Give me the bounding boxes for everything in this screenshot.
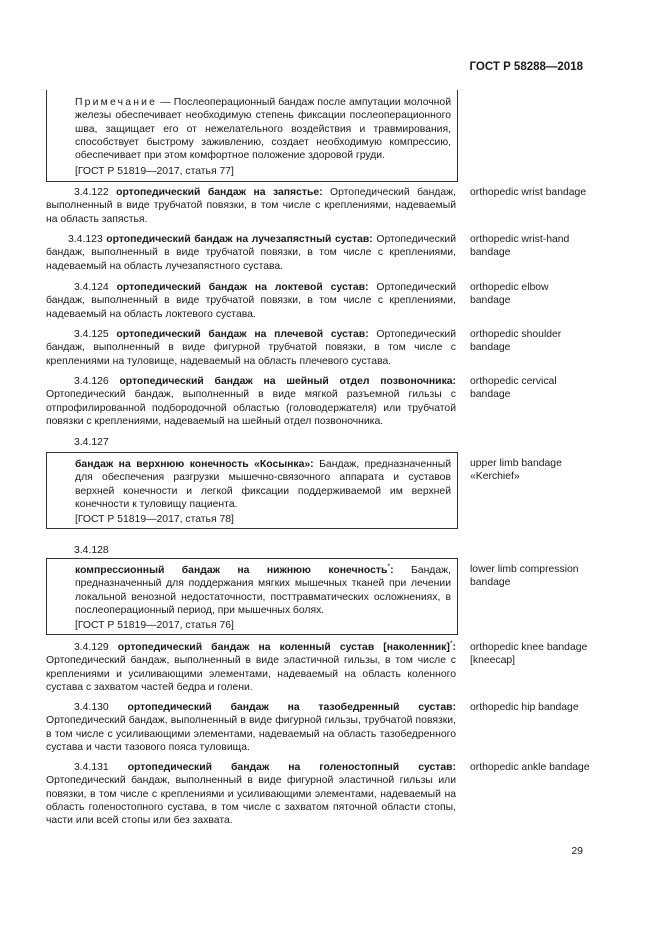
entry-definition: Бандаж, предназначенный для поддержания мягких мышечных тканей при лечении локальной венозной недостаточности, посттравматических осложнениях, в послеоперационный период, при мышечных болях. bbox=[75, 565, 451, 616]
entry-number-3-4-127: 3.4.127 bbox=[74, 437, 109, 448]
entry-en-3-4-125: orthopedic shoulder bandage bbox=[470, 329, 562, 354]
entry-en-3-4-127: upper limb bandage «Kerchief» bbox=[470, 458, 562, 483]
entry-3-4-130 bbox=[46, 701, 456, 754]
entry-term: бандаж на верхнюю конечность «Косынка»: bbox=[75, 459, 314, 470]
entry-term: ортопедический бандаж на голеностопный сустав: bbox=[127, 762, 456, 773]
entry-number: 3.4.124 bbox=[74, 282, 109, 293]
entry-number: 3.4.129 bbox=[74, 642, 109, 653]
entry-number: 3.4.123 bbox=[68, 234, 103, 245]
asterisk-mark: * bbox=[449, 640, 453, 648]
entry-number: 3.4.131 bbox=[74, 762, 109, 773]
entry-number: 3.4.122 bbox=[74, 187, 109, 198]
entry-en-3-4-128: lower limb compression bandage bbox=[470, 564, 579, 589]
entry-3-4-122 bbox=[46, 186, 456, 226]
entry-source: [ГОСТ Р 51819—2017, статья 78] bbox=[75, 514, 234, 526]
entry-term: ортопедический бандаж на локтевой сустав: bbox=[116, 282, 369, 293]
entry-number-3-4-128: 3.4.128 bbox=[74, 545, 109, 556]
entry-definition: Ортопедический бандаж, выполненный в виде фигурной гильзы, трубчатой повязки, в том числе с усиливающими элементами, надеваемый на область тазобедренного сустава и части тазового пояса туловища. bbox=[46, 715, 456, 753]
entry-definition: Ортопедический бандаж, выполненный в виде фигурной эластичной гильзы или повязки, в том числе с креплениями и усиливающими элементами, надеваемый на область голеностопного сустава, в том числе с захватом пяточной области стопы, части или всей стопы или без захвата. bbox=[46, 775, 456, 827]
entry-en-3-4-129: orthopedic knee bandage [kneecap] bbox=[470, 642, 588, 667]
entry-definition: Ортопедический бандаж, выполненный в виде трубчатой повязки, в том числе с креплениями, надеваемый на область запястья. bbox=[46, 187, 456, 225]
entry-term: ортопедический бандаж на плечевой сустав: bbox=[116, 329, 369, 340]
note-source: [ГОСТ Р 51819—2017, статья 77] bbox=[75, 166, 234, 178]
entry-3-4-127 bbox=[75, 458, 451, 511]
document-header: ГОСТ Р 58288—2018 bbox=[469, 61, 583, 73]
note-label: Примечание bbox=[75, 97, 158, 108]
entry-definition: Ортопедический бандаж, выполненный в виде мягкой разъемной гильзы с отпрофилированной подбородочной областью (головодержателя) или трубчатой повязки с креплениями, надеваемый на шейный отдел позвоночника. bbox=[46, 389, 456, 427]
entry-definition: Ортопедический бандаж, выполненный в виде фигурной трубчатой повязки, в том числе с креплениями на туловище, надеваемый на область плечевого сустава. bbox=[46, 329, 456, 367]
entry-en-3-4-124: orthopedic elbow bandage bbox=[470, 282, 549, 307]
entry-en-3-4-126: orthopedic cervical bandage bbox=[470, 376, 557, 401]
entry-en-3-4-131: orthopedic ankle bandage bbox=[470, 762, 590, 773]
note-box bbox=[46, 90, 458, 182]
entry-3-4-131 bbox=[46, 761, 456, 827]
entry-en-3-4-122: orthopedic wrist bandage bbox=[470, 187, 587, 198]
asterisk-mark: * bbox=[387, 563, 391, 571]
entry-3-4-125 bbox=[46, 328, 456, 368]
entry-number: 3.4.130 bbox=[74, 702, 109, 713]
note-text: Примечание — Послеоперационный бандаж после ампутации молочной железы обеспечивает необходимую степень фиксации послеоперационного шва, защищает его от нежелательного воздействия и травмирования, способствует быстрому заживлению, создает необходимую компрессию, обеспечивает при этом комфортное положение здоровой груди. bbox=[75, 97, 451, 162]
entry-box-3-4-128 bbox=[46, 558, 458, 635]
entry-definition: Ортопедический бандаж, выполненный в виде трубчатой повязки, в том числе с креплениями, надеваемый на область локтевого сустава. bbox=[46, 282, 456, 320]
entry-en-3-4-130: orthopedic hip bandage bbox=[470, 702, 579, 713]
entry-term: ортопедический бандаж на шейный отдел позвоночника: bbox=[119, 376, 457, 387]
entry-term: ортопедический бандаж на тазобедренный сустав: bbox=[127, 702, 456, 713]
entry-3-4-129: 3.4.129 ортопедический бандаж на коленный сустав [наколенник]*: Ортопедический бандаж, выполненный в виде эластичной гильзы, в том числе с креплениями и усиливающими элементами, надеваемый на область коленного сустава с захватом частей бедра и голени. bbox=[46, 640, 457, 693]
entry-term: компрессионный бандаж на нижнюю конечность bbox=[75, 565, 388, 576]
entry-definition: Бандаж, предназначенный для обеспечения разгрузки мышечно-связочного аппарата и суставов верхней конечности и легкой фиксации поддерживаемой им верхней конечности к туловищу пациента. bbox=[75, 459, 451, 510]
entry-box-3-4-127 bbox=[46, 452, 458, 529]
entry-3-4-126 bbox=[46, 375, 456, 428]
entry-source: [ГОСТ Р 51819—2017, статья 76] bbox=[75, 620, 234, 632]
entry-term: ортопедический бандаж на коленный сустав [наколенник] bbox=[117, 642, 450, 653]
page-number: 29 bbox=[571, 845, 583, 857]
entry-3-4-124 bbox=[46, 281, 456, 321]
entry-3-4-128: компрессионный бандаж на нижнюю конечность*: Бандаж, предназначенный для поддержания мягких мышечных тканей при лечении локальной венозной недостаточности, посттравматических осложнениях, в послеоперационный период, при мышечных болях. bbox=[75, 563, 451, 616]
entry-en-3-4-123: orthopedic wrist-hand bandage bbox=[470, 234, 570, 259]
entry-number: 3.4.125 bbox=[74, 329, 109, 340]
entry-term: ортопедический бандаж на лучезапястный сустав: bbox=[106, 234, 373, 245]
entry-definition: Ортопедический бандаж, выполненный в виде эластичной гильзы, в том числе с креплениями и усиливающими элементами, надеваемый на область коленного сустава с захватом частей бедра и голени. bbox=[46, 655, 456, 693]
entry-definition: Ортопедический бандаж, выполненный в виде трубчатой повязки, в том числе с креплениями, надеваемый на область лучезапястного сустава. bbox=[46, 234, 457, 272]
entry-3-4-123 bbox=[46, 233, 456, 273]
entry-term: ортопедический бандаж на запястье: bbox=[116, 187, 323, 198]
entry-number: 3.4.126 bbox=[74, 376, 109, 387]
